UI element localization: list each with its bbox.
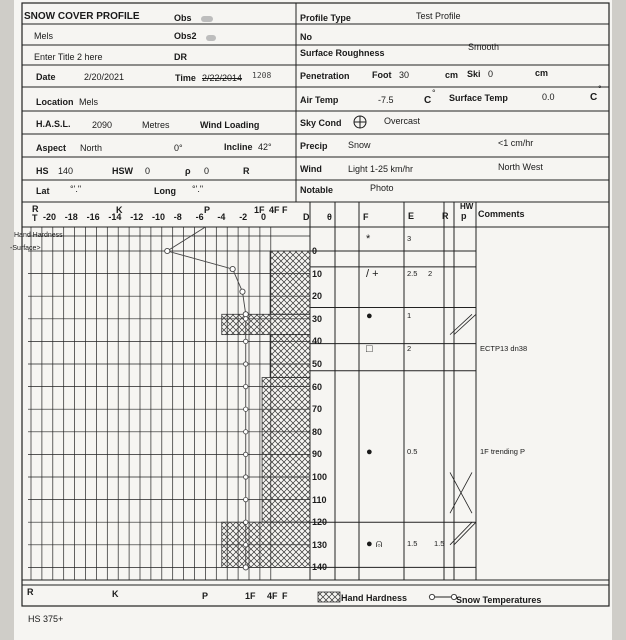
temperature-point (244, 543, 248, 547)
layer-grain-size: 1.5 (407, 539, 418, 548)
obs-label: Obs (174, 13, 192, 23)
time-handwritten: 1208 (252, 71, 272, 80)
layer-grain-form: ● (366, 446, 373, 458)
incline-label: Incline (224, 142, 253, 152)
legend-hand-hardness: Hand Hardness (341, 593, 408, 603)
air-temp-unit: C (424, 95, 432, 106)
depth-label: 110 (312, 494, 327, 505)
wind-loading-label: Wind Loading (200, 120, 260, 130)
temperature-point (244, 475, 248, 479)
temperature-tick-label: 0 (261, 212, 267, 222)
long-value: °'." (192, 184, 204, 194)
long-label: Long (154, 186, 176, 196)
surface-temp-label: Surface Temp (449, 93, 508, 103)
depth-col-label: D (303, 212, 310, 222)
depth-label: 80 (312, 426, 323, 437)
temperature-point (243, 565, 248, 570)
cm-label-2: cm (535, 68, 549, 78)
aspect-value: North (80, 143, 103, 153)
depth-label: 130 (312, 539, 328, 550)
temperature-point (244, 384, 248, 388)
sky-cond-label: Sky Cond (300, 118, 342, 128)
temperature-point (244, 452, 248, 456)
aspect-degrees: 0° (174, 143, 183, 153)
temperature-tick-label: -8 (173, 212, 182, 222)
form-col-label: F (363, 212, 369, 222)
temperature-point (244, 520, 248, 524)
obs2-label: Obs2 (174, 31, 197, 41)
date-label: Date (36, 72, 56, 82)
layer-grain-size: 1 (407, 311, 412, 320)
form-code: HS 375+ (28, 614, 64, 624)
grid-r-label: R (32, 204, 39, 214)
depth-label: 100 (312, 472, 328, 482)
foot-label: Foot (372, 70, 392, 80)
precip-rate: <1 cm/hr (498, 138, 534, 148)
precip-label: Precip (300, 141, 328, 151)
no-label: No (300, 32, 312, 42)
footer-4f-label: 4F (267, 591, 278, 601)
hsw-value: 0 (145, 166, 151, 176)
temperature-point (244, 362, 248, 366)
temperature-point (244, 339, 248, 343)
grid-f-label: F (282, 205, 288, 215)
temperature-point (240, 289, 245, 294)
temperature-point (244, 317, 248, 321)
date-value: 2/20/2021 (84, 72, 125, 82)
layer-grain-size: 2.5 (407, 269, 418, 278)
surface-note: -Surface> (10, 245, 41, 252)
time-struck-value: 2/22/2014 (202, 73, 243, 83)
temperature-point (230, 266, 235, 271)
hsw-label: HSW (112, 166, 133, 176)
r-col-label: R (442, 211, 449, 221)
temperature-tick-label: -20 (43, 212, 57, 222)
legend-snow-temperatures: Snow Temperatures (456, 595, 542, 605)
penetration-label: Penetration (300, 71, 350, 81)
resistance-mark (454, 314, 476, 334)
grid-1f-label: 1F (254, 205, 265, 215)
hasl-unit: Metres (142, 120, 170, 130)
temperature-tick-label: -16 (86, 212, 100, 222)
hs-label: HS (36, 166, 49, 176)
legend-temp-point (429, 594, 434, 599)
air-temp-label: Air Temp (300, 95, 339, 105)
depth-label: 90 (312, 449, 323, 460)
grid-t-label: T (32, 213, 38, 223)
air-temp-degree: ° (432, 88, 436, 98)
depth-label: 50 (312, 359, 323, 369)
surface-roughness-label: Surface Roughness (300, 48, 385, 58)
temperature-point (244, 430, 248, 434)
resistance-mark (450, 522, 472, 545)
temperature-tick-label: -4 (217, 212, 226, 222)
aspect-label: Aspect (36, 143, 67, 153)
layer-grain-form: □ (366, 343, 373, 355)
sky-cond-value: Overcast (384, 116, 421, 126)
depth-label: 20 (312, 291, 323, 302)
grid-4f-label: 4F (269, 205, 280, 215)
size-col-label: E (408, 211, 415, 221)
hardness-bar (222, 522, 310, 567)
hasl-label: H.A.S.L. (36, 119, 71, 129)
precip-value: Snow (348, 140, 371, 150)
temperature-tick-label: -2 (239, 212, 248, 222)
hw-col-label: HW (460, 202, 474, 211)
rho-value: 0 (204, 166, 210, 176)
grid-k-label: K (116, 205, 123, 215)
temperature-tick-label: -14 (108, 212, 122, 222)
notable-label: Notable (300, 185, 334, 195)
p-col-label: p (461, 211, 467, 221)
comments-col-label: Comments (478, 209, 525, 219)
layer-grain-form: * (366, 233, 371, 245)
depth-label: 10 (312, 268, 323, 279)
layer-grain-form: ● (366, 310, 373, 322)
surface-roughness-value: Smooth (468, 42, 500, 52)
ski-value: 0 (488, 69, 494, 79)
footer-k-label: K (112, 589, 119, 599)
temperature-point (165, 248, 170, 253)
footer-1f-label: 1F (245, 591, 256, 601)
layer-grain-size-max: 1.5 (434, 539, 445, 548)
layer-grain-form: / + (366, 268, 379, 280)
snow-profile-sheet (10, 0, 612, 640)
temperature-point (244, 497, 248, 501)
hardness-bar (270, 335, 310, 378)
rho-label: ρ (185, 166, 191, 176)
layer-grain-size: 3 (407, 234, 412, 243)
title-1: Mels (34, 31, 54, 41)
air-temp-value: -7.5 (378, 95, 394, 105)
redacted-observer-2 (206, 35, 216, 41)
wind-label: Wind (300, 164, 322, 174)
cm-label-1: cm (445, 70, 459, 80)
form-title: SNOW COVER PROFILE (24, 11, 140, 22)
notable-value: Photo (370, 183, 394, 193)
foot-value: 30 (399, 70, 410, 80)
grid-p-label: P (204, 205, 211, 215)
hasl-value: 2090 (92, 120, 113, 130)
layer-grain-size: 0.5 (407, 447, 418, 456)
temperature-tick-label: -10 (152, 212, 166, 222)
depth-label: 40 (312, 336, 323, 347)
title-2-placeholder: Enter Title 2 here (34, 52, 103, 62)
surface-temp-value: 0.0 (542, 92, 555, 102)
hardness-bar (262, 378, 310, 523)
legend-hardness-swatch (318, 592, 340, 602)
layer-comment: ECTP13 dn38 (480, 344, 528, 353)
layer-comment: 1F trending P (480, 447, 526, 456)
dr-label: DR (174, 52, 187, 62)
profile-type-value: Test Profile (416, 11, 461, 21)
hand-hardness-note-text: Hand Hardness (14, 232, 63, 239)
profile-type-label: Profile Type (300, 13, 351, 23)
layer-grain-size: 2 (407, 344, 412, 353)
ski-label: Ski (467, 69, 481, 79)
hs-value: 140 (58, 166, 74, 176)
depth-label: 120 (312, 517, 328, 528)
temperature-tick-label: -18 (64, 212, 78, 222)
depth-label: 0 (312, 246, 318, 256)
temperature-point (244, 407, 248, 411)
footer-f-label: F (282, 591, 288, 601)
redacted-observer (201, 16, 213, 22)
depth-label: 60 (312, 381, 323, 392)
temperature-point (243, 312, 248, 317)
footer-p-label: P (202, 591, 209, 601)
temperature-tick-label: -6 (195, 212, 204, 222)
theta-col-label: θ (327, 212, 332, 222)
location-value: Mels (79, 97, 99, 107)
temperature-profile-line (167, 227, 245, 567)
footer-r-label: R (27, 587, 34, 597)
surface-temp-degree: ° (598, 84, 602, 94)
depth-label: 70 (312, 404, 323, 415)
hardness-bar (222, 314, 310, 334)
lat-label: Lat (36, 186, 50, 196)
wind-direction: North West (498, 162, 543, 172)
temperature-tick-label: -12 (130, 212, 144, 222)
form-border (22, 3, 609, 606)
surface-temp-unit: C (590, 92, 598, 103)
layer-grain-size-max: 2 (428, 269, 433, 278)
lat-value: °'." (70, 184, 82, 194)
resistance-mark (450, 314, 472, 334)
hardness-bar (270, 251, 310, 314)
incline-value: 42° (258, 142, 272, 152)
resistance-mark (454, 522, 476, 545)
time-label: Time (175, 73, 196, 83)
depth-label: 30 (312, 313, 323, 324)
location-label: Location (36, 97, 74, 107)
wind-value: Light 1-25 km/hr (348, 164, 414, 174)
depth-label: 140 (312, 562, 328, 573)
r-label: R (243, 166, 250, 176)
layer-grain-form: ● ⍝ (366, 538, 383, 550)
